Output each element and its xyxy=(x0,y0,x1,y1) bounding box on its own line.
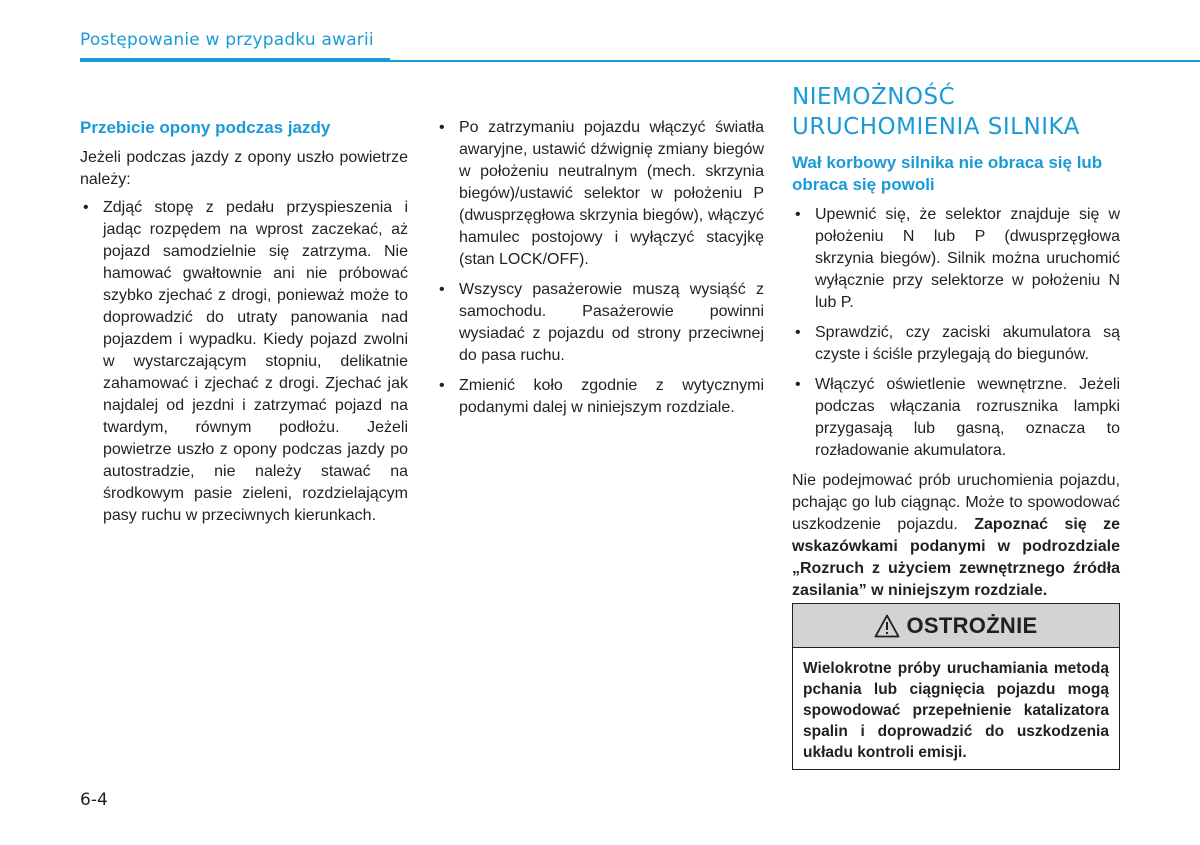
subsection-heading: Wał korbowy silnika nie obraca się lub obraca się powoli xyxy=(792,153,1103,194)
list-item xyxy=(80,197,408,527)
column-right xyxy=(792,82,1120,608)
bullet-icon: • xyxy=(795,206,801,223)
list-item xyxy=(792,374,1120,462)
list-item-text: Wszyscy pasażerowie muszą wysiąść z samochodu. Pasażerowie powinni wysiadać z pojazdu od strony przeciwnej do pasa ruchu. xyxy=(459,281,764,364)
list-item xyxy=(792,204,1120,314)
bullet-icon: • xyxy=(439,377,445,394)
bullet-list xyxy=(436,117,764,419)
bullet-icon: • xyxy=(795,324,801,341)
caution-box xyxy=(792,603,1120,770)
section-title-line2: URUCHOMIENIA SILNIKA xyxy=(792,114,1080,140)
bullet-list xyxy=(792,204,1120,462)
list-item-text: Po zatrzymaniu pojazdu włączyć światła awaryjne, ustawić dźwignię zmiany biegów w położeniu neutralnym (mech. skrzynia biegów)/ustawić selektor w położeniu P (dwusprzęgłowa skrzynia biegów), włączyć hamulec postojowy i wyłączyć stacyjkę (stan LOCK/OFF). xyxy=(459,119,764,268)
caution-text: Wielokrotne próby uruchamiania metodą pchania lub ciągnięcia pojazdu mogą spowodować przepełnienie katalizatora spalin i doprowadzić do uszkodzenia układu kontroli emisji. xyxy=(803,660,1109,761)
list-item-text: Zmienić koło zgodnie z wytycznymi podanymi dalej w niniejszym rozdziale. xyxy=(459,377,764,416)
section-title xyxy=(792,82,1120,142)
list-item-text: Sprawdzić, czy zaciski akumulatora są czyste i ściśle przylegają do biegunów. xyxy=(815,324,1120,363)
intro-paragraph: Jeżeli podczas jazdy z opony uszło powietrze należy: xyxy=(80,149,408,188)
bullet-icon: • xyxy=(795,376,801,393)
header-title: Postępowanie w przypadku awarii xyxy=(80,30,374,50)
bullet-list xyxy=(80,197,408,527)
column-middle xyxy=(436,117,764,427)
subsection-heading: Przebicie opony podczas jazdy xyxy=(80,118,331,137)
warning-triangle-icon xyxy=(874,614,900,638)
note-plain-text: Nie podejmować prób uruchomienia pojazdu, pchając go lub ciągnąc. Może to spowodować uszkodzenie pojazdu. xyxy=(792,472,1120,533)
list-item xyxy=(436,117,764,271)
caution-header xyxy=(793,604,1119,648)
list-item xyxy=(436,375,764,419)
header-rule-thin xyxy=(390,60,1200,62)
list-item xyxy=(436,279,764,367)
caution-title: OSTROŻNIE xyxy=(906,612,1038,638)
bullet-icon: • xyxy=(439,119,445,136)
header-rule-thick xyxy=(80,58,390,62)
list-item-text: Zdjąć stopę z pedału przyspieszenia i jadąc rozpędem na wprost zaczekać, aż pojazd samodzielnie się zatrzyma. Nie hamować gwałtownie ani nie próbować szybko zjechać z drogi, ponieważ może to doprowadzić do utraty panowania nad pojazdem i wypadku. Kiedy pojazd zwolni w wystarczającym stopniu, delikatnie zahamować i zjechać z drogi. Zjechać jak najdalej od jezdni i zatrzymać pojazd na twardym, równym podłożu. Jeżeli powietrze uszło z opony podczas jazdy po autostradzie, nie należy stawać na środkowym pasie zieleni, rozdzielającym pasy ruchu w przeciwnych kierunkach. xyxy=(103,199,408,524)
note-bold-text: Zapoznać się ze wskazówkami podanymi w podrozdziale „Rozruch z użyciem zewnętrznego źródła zasilania” w niniejszym rozdziale. xyxy=(792,516,1120,599)
list-item-text: Upewnić się, że selektor znajduje się w położeniu N lub P (dwusprzęgłowa skrzynia biegów). Silnik można uruchomić wyłącznie przy selektorze w położeniu N lub P. xyxy=(815,206,1120,311)
column-left xyxy=(80,117,408,535)
note-paragraph xyxy=(792,470,1120,602)
list-item-text: Włączyć oświetlenie wewnętrzne. Jeżeli podczas włączania rozrusznika lampki przygasają lub gasną, oznacza to rozładowanie akumulatora. xyxy=(815,376,1120,459)
list-item xyxy=(792,322,1120,366)
bullet-icon: • xyxy=(83,199,89,216)
bullet-icon: • xyxy=(439,281,445,298)
section-title-line1: NIEMOŻNOŚĆ xyxy=(792,84,956,110)
running-header xyxy=(80,30,374,50)
page-number: 6-4 xyxy=(80,790,108,810)
